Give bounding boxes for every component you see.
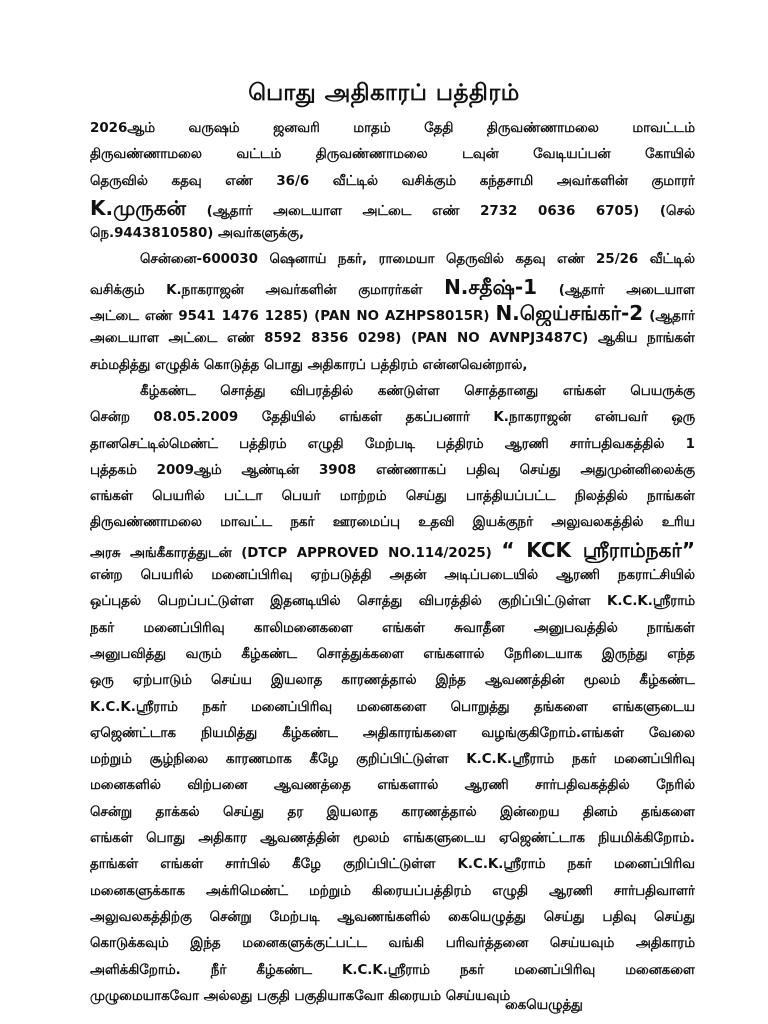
body-line: ஏஜெண்ட்டாக நியமித்து கீழ்கண்ட அதிகாரங்களை வழங்குகிறோம்.எங்கள் வேலை bbox=[90, 725, 695, 741]
body-line: சென்னை-600030 ஷெனாய் நகர், ராமையா தெருவில் கதவு எண் 25/26 வீட்டில் bbox=[140, 252, 695, 268]
body-line: மனைகளுக்காக அக்ரிமெண்ட் மற்றும் கிரையப்பத்திரம் எழுதி ஆரணி சார்பதிவாளர் bbox=[90, 883, 695, 899]
body-line: ஒப்புதல் பெறப்பட்டுள்ள இதனடியில் சொத்து விபரத்தில் குறிப்பிட்டுள்ள K.C.K.ஸ்ரீராம் bbox=[90, 594, 695, 610]
body-line: மற்றும் சூழ்நிலை காரணமாக கீழே குறிப்பிட்டுள்ள K.C.K.ஸ்ரீராம் நகர் மனைப்பிரிவு bbox=[90, 752, 695, 768]
body-line-text: (ஆதார் அடையாள அட்டை எண் 2732 0636 6705) (செல் bbox=[206, 203, 695, 219]
body-line-text: அட்டை எண் 9541 1476 1285) (PAN NO AZHPS8015R) bbox=[90, 309, 490, 325]
agent2-name: N.ஜெய்சங்கர்-2 bbox=[495, 301, 644, 326]
body-line-text: (ஆதார் அடையாள bbox=[558, 282, 695, 298]
body-line: முழுமையாகவோ அல்லது பகுதி பகுதியாகவோ கிரையம் செய்யவும் bbox=[90, 988, 511, 1004]
body-line: எங்கள் பெயரில் பட்டா பெயர் மாற்றம் செய்து பாத்தியப்பட்ட நிலத்தில் நாங்கள் bbox=[90, 489, 695, 505]
body-line: நெ.9443810580) அவர்களுக்கு, bbox=[90, 226, 305, 242]
body-line-text: (ஆதார் bbox=[649, 309, 695, 325]
body-line: திருவண்ணாமலை மாவட்ட நகர் ஊரமைப்பு உதவி இயக்குநர் அலுவலகத்தில் உரிய bbox=[90, 515, 695, 531]
body-line: தாங்கள் எங்கள் சார்பில் கீழே குறிப்பிட்டுள்ள K.C.K.ஸ்ரீராம் நகர் மனைப்பிரிவ bbox=[90, 857, 695, 873]
body-line: மனைகளில் விற்பனை ஆவணத்தை எங்களால் ஆரணி சார்பதிவகத்தில் நேரில் bbox=[90, 778, 695, 794]
body-line-text: வசிக்கும் K.நாகராஜன் அவர்களின் குமாரர்கள் bbox=[90, 282, 423, 298]
body-line: திருவண்ணாமலை வட்டம் திருவண்ணாமலை டவுன் வேடியப்பன் கோயில் bbox=[90, 147, 695, 163]
document-title: பொது அதிகாரப் பத்திரம் bbox=[248, 80, 520, 106]
layout-name: “ KCK ஸ்ரீராம்நகர்” bbox=[501, 537, 695, 562]
body-line: சென்ற 08.05.2009 தேதியில் எங்கள் தகப்பனார் K.நாகராஜன் என்பவர் ஒரு bbox=[90, 410, 695, 426]
body-line: அளிக்கிறோம். நீர் கீழ்கண்ட K.C.K.ஸ்ரீராம் நகர் மனைப்பிரிவு மனைகளை bbox=[90, 962, 695, 978]
body-line: தானசெட்டில்மெண்ட் பத்திரம் எழுதி மேற்படி பத்திரம் ஆரணி சார்பதிவகத்தில் 1 bbox=[90, 436, 695, 452]
body-line: கீழ்கண்ட சொத்து விபரத்தில் கண்டுள்ள சொத்தானது எங்கள் பெயருக்கு bbox=[140, 383, 695, 399]
principal-name: K.முருகன் bbox=[90, 195, 187, 220]
body-line bbox=[90, 300, 695, 326]
body-line: தெருவில் கதவு எண் 36/6 வீட்டில் வசிக்கும் கந்தசாமி அவர்களின் குமாரர் bbox=[90, 173, 695, 189]
body-line: ஒரு ஏற்பாடும் செய்ய இயலாத காரணத்தால் இந்த ஆவணத்தின் மூலம் கீழ்கண்ட bbox=[90, 673, 695, 689]
body-line bbox=[90, 537, 695, 563]
body-line: கொடுக்கவும் இந்த மனைகளுக்குட்பட்ட வங்கி பரிவர்த்தனை செய்யவும் அதிகாரம் bbox=[90, 936, 695, 952]
body-line: அலுவலகத்திற்கு சென்று மேற்படி ஆவணங்களில் கையெழுத்து செய்து பதிவு செய்து bbox=[90, 909, 695, 925]
body-line: என்ற பெயரில் மனைப்பிரிவு ஏற்படுத்தி அதன் அடிப்படையில் ஆரணி நகராட்சியில் bbox=[90, 568, 695, 584]
body-line: K.C.K.ஸ்ரீராம் நகர் மனைப்பிரிவு மனைகளை பொறுத்து தங்களை எங்களுடைய bbox=[90, 699, 695, 715]
signature-label: கையெழுத்து bbox=[505, 998, 583, 1013]
body-line: புத்தகம் 2009ஆம் ஆண்டின் 3908 எண்ணாகப் பதிவு செய்து அதுமுன்னிலைக்கு bbox=[90, 462, 695, 478]
body-line: 2026ஆம் வருஷம் ஜனவரி மாதம் தேதி திருவண்ணாமலை மாவட்டம் bbox=[90, 121, 695, 136]
body-line bbox=[90, 274, 695, 300]
body-line: நகர் மனைப்பிரிவு காலிமனைகளை எங்கள் சுவாதீன அனுபவத்தில் நாங்கள் bbox=[90, 620, 695, 636]
body-line: அனுபவித்து வரும் கீழ்கண்ட சொத்துக்களை எங்களால் நேரிடையாக இருந்து எந்த bbox=[90, 646, 695, 662]
body-line: சென்று தாக்கல் செய்து தர இயலாத காரணத்தால் இன்றைய தினம் தங்களை bbox=[90, 804, 695, 820]
document-body bbox=[90, 116, 695, 1010]
body-line: அடையாள அட்டை எண் 8592 8356 0298) (PAN NO AVNPJ3487C) ஆகிய நாங்கள் bbox=[90, 331, 695, 347]
body-line: சம்மதித்து எழுதிக் கொடுத்த பொது அதிகாரப் பத்திரம் என்னவென்றால், bbox=[90, 357, 528, 373]
body-line bbox=[90, 195, 695, 221]
body-line: எங்கள் பொது அதிகார ஆவணத்தின் மூலம் எங்களுடைய ஏஜெண்ட்டாக நியமிக்கிறோம். bbox=[90, 831, 695, 847]
body-line-text: அரசு அங்கீகாரத்துடன் (DTCP APPROVED NO.114/2025) bbox=[90, 545, 492, 561]
agent1-name: N.சதீஷ்-1 bbox=[444, 274, 538, 299]
